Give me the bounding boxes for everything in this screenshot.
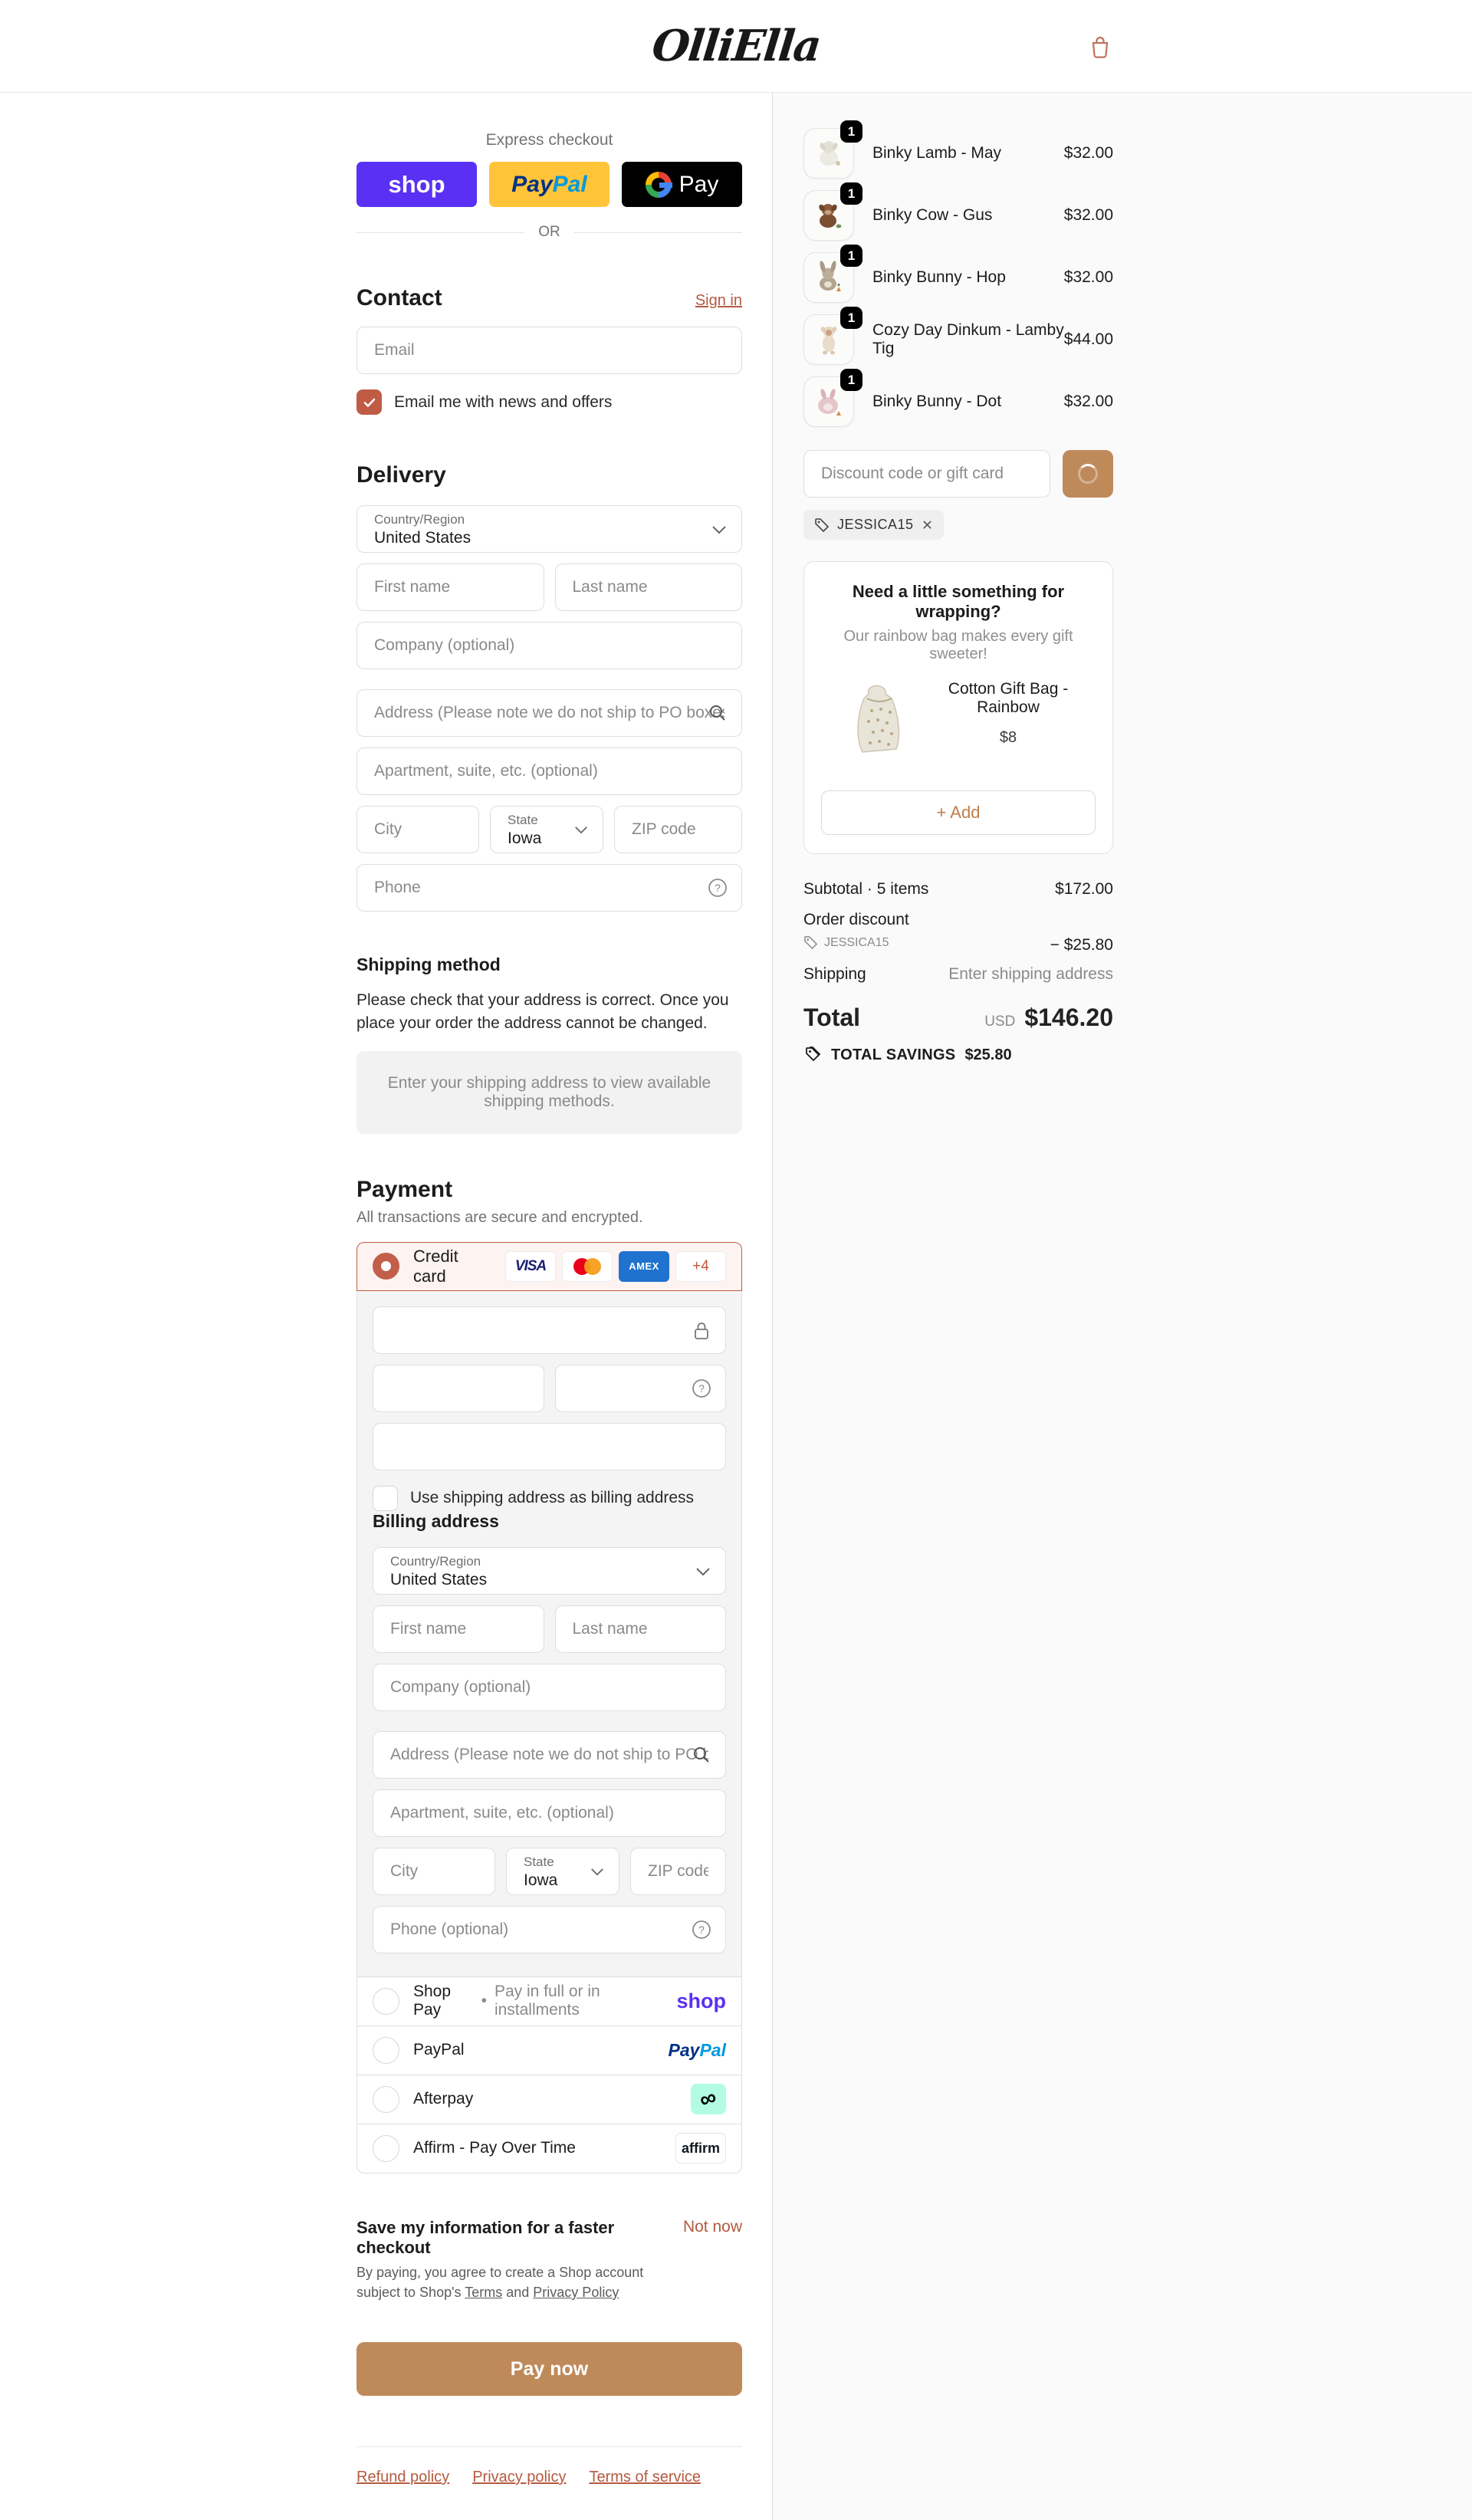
afterpay-option[interactable]: Afterpay ∞ bbox=[356, 2075, 742, 2124]
billing-same-checkbox-row[interactable] bbox=[373, 1486, 726, 1511]
gpay-label: Pay bbox=[678, 171, 719, 197]
paypal-radio[interactable] bbox=[373, 2037, 399, 2064]
shipping-note: Please check that your address is correct. Once you place your order the address cannot be changed. bbox=[356, 991, 729, 1033]
tags-icon bbox=[803, 1046, 822, 1064]
checkout-form-column bbox=[0, 93, 773, 2520]
cow-plush-image bbox=[812, 199, 846, 232]
lock-icon bbox=[692, 1320, 711, 1345]
item-price: $44.00 bbox=[1063, 330, 1113, 348]
privacy-policy-link[interactable]: Privacy policy bbox=[472, 2469, 567, 2486]
savings-value: $25.80 bbox=[964, 1046, 1012, 1063]
shipping-value: Enter shipping address bbox=[948, 965, 1113, 983]
shop-privacy-link[interactable]: Privacy Policy bbox=[533, 2284, 619, 2300]
billing-last-name-field[interactable] bbox=[556, 1606, 726, 1652]
search-icon bbox=[692, 1745, 711, 1769]
shop-logo: shop bbox=[388, 170, 445, 198]
credit-card-panel bbox=[356, 1291, 742, 1977]
quantity-badge: 1 bbox=[840, 120, 863, 143]
total-savings-row bbox=[803, 1046, 1113, 1064]
billing-address-title: Billing address bbox=[373, 1510, 499, 1531]
state-select[interactable]: State Iowa bbox=[490, 806, 603, 853]
refund-policy-link[interactable]: Refund policy bbox=[356, 2469, 450, 2486]
total-value: $146.20 bbox=[1024, 1004, 1113, 1031]
dinkum-doll-image bbox=[812, 323, 846, 356]
chevron-down-icon bbox=[711, 524, 728, 539]
tag-icon bbox=[814, 517, 830, 533]
delivery-section bbox=[356, 462, 742, 912]
quantity-badge: 1 bbox=[840, 245, 863, 267]
spinner-icon bbox=[1078, 464, 1098, 484]
upsell-product-price: $8 bbox=[999, 729, 1017, 746]
bunny-plush-image bbox=[812, 261, 846, 294]
paypal-logo: PayPal bbox=[668, 2039, 726, 2060]
order-item bbox=[803, 372, 1113, 427]
shipping-label: Shipping bbox=[803, 965, 866, 983]
gift-bag-image bbox=[836, 680, 921, 764]
item-title: Binky Lamb - May bbox=[872, 144, 1002, 162]
shop-pay-radio[interactable] bbox=[373, 1988, 399, 2015]
afterpay-radio[interactable] bbox=[373, 2086, 399, 2113]
order-item bbox=[803, 248, 1113, 303]
item-title: Cozy Day Dinkum - Lamby Tig bbox=[872, 321, 1064, 357]
chevron-down-icon bbox=[590, 1867, 605, 1881]
order-item bbox=[803, 186, 1113, 241]
affirm-option[interactable]: Affirm - Pay Over Time affirm bbox=[356, 2124, 742, 2173]
item-title: Binky Bunny - Dot bbox=[872, 393, 1002, 410]
billing-address-field[interactable] bbox=[373, 1732, 725, 1778]
newsletter-checkbox[interactable] bbox=[356, 389, 382, 415]
first-name-field[interactable] bbox=[357, 564, 544, 610]
quantity-badge: 1 bbox=[840, 182, 863, 205]
sign-in-link[interactable]: Sign in bbox=[695, 292, 742, 309]
discount-code-line: JESSICA15 bbox=[803, 935, 889, 950]
svg-text:?: ? bbox=[698, 1382, 705, 1395]
more-cards-badge[interactable]: +4 bbox=[675, 1251, 726, 1282]
upsell-product-name: Cotton Gift Bag - Rainbow bbox=[948, 680, 1069, 716]
payment-section bbox=[356, 1177, 742, 2173]
item-title: Binky Cow - Gus bbox=[872, 206, 993, 224]
billing-apartment-field[interactable] bbox=[373, 1790, 725, 1836]
shop-pay-express-button[interactable] bbox=[356, 162, 477, 207]
save-info-section bbox=[356, 2218, 742, 2302]
phone-field[interactable] bbox=[357, 865, 741, 911]
cart-bag-icon[interactable] bbox=[1087, 34, 1113, 60]
contact-section bbox=[356, 285, 742, 415]
visa-icon: VISA bbox=[505, 1251, 556, 1282]
item-title: Binky Bunny - Hop bbox=[872, 268, 1006, 286]
upsell-card bbox=[803, 561, 1113, 854]
billing-phone-field[interactable] bbox=[373, 1907, 725, 1953]
billing-same-checkbox[interactable] bbox=[373, 1486, 398, 1511]
google-pay-express-button[interactable] bbox=[622, 162, 742, 207]
billing-country-select[interactable]: Country/Region United States bbox=[373, 1547, 726, 1595]
shop-pay-option[interactable]: Shop Pay • Pay in full or in installments shop bbox=[356, 1977, 742, 2026]
email-field[interactable] bbox=[357, 327, 741, 373]
subtotal-value: $172.00 bbox=[1055, 880, 1113, 898]
applied-discount-chip bbox=[803, 510, 944, 540]
upsell-title: Need a little something for wrapping? bbox=[852, 582, 1065, 621]
newsletter-checkbox-row[interactable] bbox=[356, 389, 742, 415]
card-number-field[interactable] bbox=[373, 1307, 725, 1353]
header bbox=[0, 0, 1472, 93]
lamb-plush-image bbox=[812, 136, 846, 170]
item-price: $32.00 bbox=[1063, 268, 1113, 286]
credit-card-radio[interactable] bbox=[373, 1253, 399, 1280]
item-price: $32.00 bbox=[1063, 144, 1113, 162]
bunny-dot-plush-image bbox=[812, 385, 846, 419]
card-name-field[interactable] bbox=[373, 1424, 725, 1470]
city-field[interactable] bbox=[357, 807, 478, 853]
paypal-option[interactable]: PayPal PayPal bbox=[356, 2026, 742, 2075]
help-icon[interactable] bbox=[692, 1920, 711, 1943]
quantity-badge: 1 bbox=[840, 369, 863, 391]
tag-icon bbox=[803, 935, 818, 950]
newsletter-label: Email me with news and offers bbox=[394, 393, 613, 411]
shop-terms-link[interactable]: Terms bbox=[465, 2284, 503, 2300]
apply-discount-button[interactable] bbox=[1063, 450, 1113, 498]
shipping-method-section bbox=[356, 954, 742, 1134]
credit-card-option[interactable]: Credit card VISA AMEX +4 bbox=[356, 1242, 742, 1291]
chevron-down-icon bbox=[573, 825, 589, 839]
payment-subtitle: All transactions are secure and encrypted. bbox=[356, 1208, 643, 1226]
billing-city-field[interactable] bbox=[373, 1848, 495, 1894]
quantity-badge: 1 bbox=[840, 307, 863, 329]
apartment-field[interactable] bbox=[357, 748, 741, 794]
order-item bbox=[803, 123, 1113, 179]
close-icon[interactable] bbox=[922, 519, 933, 531]
afterpay-icon: ∞ bbox=[691, 2084, 726, 2114]
save-info-fine-print: By paying, you agree to create a Shop account subject to Shop's Terms and Privacy Policy bbox=[356, 2264, 644, 2300]
google-g-icon bbox=[646, 172, 672, 198]
item-price: $32.00 bbox=[1063, 393, 1113, 410]
shipping-method-title: Shipping method bbox=[356, 954, 501, 974]
last-name-field[interactable] bbox=[556, 564, 742, 610]
paypal-express-button[interactable] bbox=[489, 162, 610, 207]
totals-section bbox=[803, 880, 1113, 1064]
discount-amount: − $25.80 bbox=[1050, 936, 1113, 954]
affirm-icon: affirm bbox=[675, 2133, 726, 2164]
discount-section bbox=[803, 450, 1113, 498]
discount-code-text: JESSICA15 bbox=[837, 517, 914, 532]
billing-zip-field[interactable] bbox=[631, 1848, 725, 1894]
country-select[interactable]: Country/Region United States bbox=[356, 505, 742, 553]
footer-links bbox=[356, 2446, 742, 2520]
help-icon[interactable] bbox=[708, 878, 728, 902]
payment-title: Payment bbox=[356, 1176, 453, 1202]
order-summary-column bbox=[773, 93, 1472, 2520]
affirm-radio[interactable] bbox=[373, 2135, 399, 2162]
store-logo[interactable]: OlliElla bbox=[649, 21, 823, 71]
save-info-title: Save my information for a faster checkout bbox=[356, 2217, 615, 2257]
card-expiry-field[interactable] bbox=[373, 1365, 544, 1411]
zip-field[interactable] bbox=[615, 807, 741, 853]
currency-code: USD bbox=[984, 1014, 1016, 1030]
billing-state-select[interactable]: State Iowa bbox=[506, 1848, 619, 1895]
shipping-empty-state: Enter your shipping address to view available shipping methods. bbox=[356, 1051, 742, 1134]
item-price: $32.00 bbox=[1063, 206, 1113, 224]
address-field[interactable] bbox=[357, 690, 741, 736]
contact-title: Contact bbox=[356, 285, 442, 310]
amex-icon: AMEX bbox=[619, 1251, 669, 1282]
order-item bbox=[803, 310, 1113, 365]
not-now-link[interactable]: Not now bbox=[682, 2217, 742, 2236]
company-field[interactable] bbox=[357, 623, 741, 669]
terms-of-service-link[interactable]: Terms of service bbox=[589, 2469, 702, 2486]
billing-first-name-field[interactable] bbox=[373, 1606, 544, 1652]
total-label: Total bbox=[803, 1004, 861, 1031]
search-icon bbox=[708, 703, 728, 727]
pay-now-button[interactable]: Pay now bbox=[356, 2342, 742, 2396]
billing-same-label: Use shipping address as billing address bbox=[410, 1489, 695, 1507]
subtotal-label: Subtotal · 5 items bbox=[803, 880, 929, 898]
billing-company-field[interactable] bbox=[373, 1664, 725, 1710]
or-divider: OR bbox=[356, 224, 742, 241]
paypal-logo: PayPal bbox=[511, 171, 587, 197]
order-discount-label: Order discount bbox=[803, 911, 909, 928]
savings-label: TOTAL SAVINGS bbox=[831, 1046, 956, 1063]
upsell-subtitle: Our rainbow bag makes every gift sweeter! bbox=[843, 628, 1073, 662]
check-icon bbox=[362, 395, 377, 410]
mastercard-icon bbox=[562, 1251, 613, 1282]
discount-code-input[interactable] bbox=[804, 451, 1050, 497]
add-upsell-button[interactable]: + Add bbox=[821, 790, 1096, 835]
chevron-down-icon bbox=[695, 1566, 711, 1581]
svg-text:?: ? bbox=[715, 882, 721, 894]
help-icon[interactable] bbox=[692, 1378, 711, 1402]
shop-logo: shop bbox=[676, 1989, 726, 2012]
svg-text:?: ? bbox=[698, 1923, 705, 1936]
delivery-title: Delivery bbox=[356, 462, 446, 488]
express-checkout-label: Express checkout bbox=[485, 131, 613, 149]
